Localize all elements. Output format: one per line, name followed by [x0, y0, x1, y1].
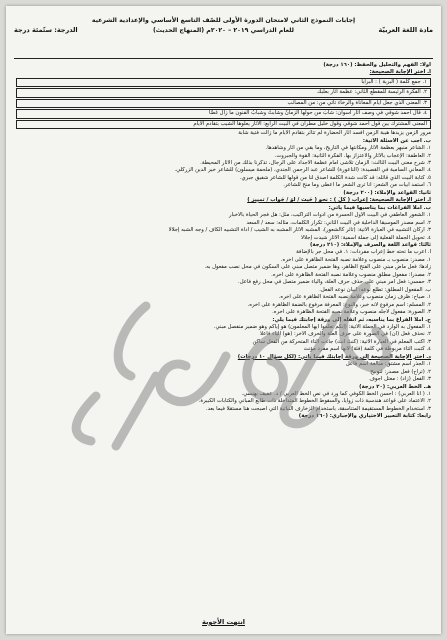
answer-line: ب. املأ الفراغات بما يناسبها فيما يأتي:: [328, 204, 431, 211]
answer-line: ١. ( أنا العربي) : أحسن الخط الكوفي كما ورد في نص الخط العربي / د. عفيف بهنسي.: [241, 391, 431, 398]
answer-line: ٢. اسم مصدر الموسيقا الداخلية في البيت الثاني: تكرار الكلمات، مثاله: سعد / السعد: [246, 219, 431, 226]
answer-line: ٢. الفكرة الرئيسة للمقطع الثاني: عظمة آثار بعلبك: [16, 88, 431, 97]
subject-label: مادة اللغة العربيّة: [378, 26, 433, 34]
answer-line: ب. المفعول المطلق: تطلع نوعه: لبيان نوعه الفعل.: [319, 286, 431, 293]
answer-line: ٤. كتبت التاء مربوطة في كلمة (فئة) لأنها اسم مفرد مؤنث: [303, 346, 431, 353]
answer-line: ٤. قال أحمد شوقي في وصف آثار أسوان: شابَ من حولها الزمانُ وشابتْ وشبابُ الفنون ما زال غضّا: [16, 109, 431, 118]
answer-line: رابعاً: كتابة التعبير الاختياري والإجباري: (١٦٠ درجة): [298, 413, 431, 420]
answer-line: ٤. تحويل الجملة الفعلية إلى جملة اسمية: الآثار شيدت إجلالاً: [301, 234, 431, 241]
answer-sheet: [6, 6, 441, 634]
answer-line: ثالثاً: قواعد اللغة والصرف والإملاء: (٢١٠ درجة): [309, 241, 431, 248]
answer-line: ٣. شرح معنى البيت الثالث: الزمان تلاشى أمام عظمة الأجداد على الرجال، تذكرنا بذلك من الآثار المحيطة.: [200, 159, 431, 166]
answer-line: ٣. حمسي: فعل أمر مبني على حذف حرف العلة، والياء ضمير متصل في محل رفع فاعل.: [238, 279, 431, 286]
answer-line: ٣. استخدام الخطوط المستقيمة المتناسقة، باستخدام الزخارف النباتية التي أصبحت هنا مستقلاً فيما بعد.: [205, 405, 431, 412]
answer-line: ١. الشعور العاطفي في البيت الأول الحسرة من أدوات التراكيب، مثل: هل فجر الحياة بالأخبار: [229, 212, 431, 219]
header-divider: [14, 58, 433, 59]
answer-line: ثانياً: القواعد والإملاء: (٢٠٠ درجة): [343, 189, 431, 196]
grade-label: الدرجة: ستّمئة درجة: [14, 26, 78, 34]
answer-line: ١. الشاعر منبهر بعظمة الآثار ومكانتها في التاريخ، وما بقي من آثار وشاهدها.: [265, 145, 431, 152]
answer-line: ٤. المعاني السامية في القصيدة: (الناعورة) للشاعر عبد الرحمن الجندي، (ملحمة ميسلون) للشاعر خير الدين الزركلي.: [174, 167, 431, 174]
title-line-1: إجابات النموذج الثاني لامتحان الدورة الأولى للصّف التاسع الأساسي والإعدادية الشرعية: [91, 17, 356, 24]
answer-line: أولاً: الفهم والتحليل والحفظ: (١٦٠ درجة): [323, 62, 431, 68]
answer-line: ٢. مصدراً: مفعول مطلق منصوب وعلامة نصبه الفتحة الظاهرة على آخره.: [271, 271, 431, 278]
answer-line: ٦. استمد أبيات من الشعر: أنا ترى الشعر ما أعطى وما منح للشاعر.: [283, 182, 431, 189]
answer-line: أ. أعرب ما تحته خطّ إعراب مفردات: ١. في محل جر بالإضافة: [296, 249, 431, 256]
answer-line: ٣. المعنى الذي جعل أيام المعاناة والرخاء تأتي من: من المصائب: [16, 99, 431, 108]
answer-line: مرور الزمن يزيدها هيبة الزمن أفسد آثار الحضارة لم تتأثر بتقادم الأيام ما زالت فتية شابة: [238, 130, 431, 137]
answer-line: ٣. أكتب المعلم في العبارة الآتية: (كنتُ أنتَ) جاءت التاء المتحركة من الفعل ساكن: [252, 338, 431, 345]
answer-line: ٢. (تراح) فعل مصدر: لتوبيخ: [370, 368, 431, 375]
answer-line: ١. صياح: ظرف زمان منصوب وعلامة نصبه الفتحة الظاهرة على آخره.: [278, 294, 431, 301]
answer-line: ١. الجذر اسم مشتق: مبالغة اسم فاعل: [345, 361, 431, 368]
answer-line: زادها: فعل ماض مبني على الفتح الظاهر، وها ضمير متصل مبني على السكون في محل نصب مفعول به.: [204, 264, 431, 271]
answer-line: ٣. الفعل (زاد) : معتل أجوف: [369, 376, 431, 383]
answer-line: د. اختر الإجابة الصحيحة إلى ورقة إجابتك فيما يأتي: (لكل سؤال ١٠ درجات): [237, 353, 431, 360]
answer-line: ١. مصدر: منصوب بـ منصوب وعلامة نصبه الفتحة الظاهرة على آخره.: [280, 256, 431, 263]
answer-line: ب. أجب عن الأسئلة الآتية:: [362, 137, 431, 144]
answer-line: ج. املأ الفراغ بما يناسبه، ثم انقله إلى ورقة إجابتك فيما يلي:: [272, 316, 431, 323]
answer-line: هـ. الخط العربي: (٢٠ درجة): [359, 383, 431, 390]
answer-line: ٥. كتابة البيت الذي قائله: قد كانت شدة الكلمة أصدق لنا من قولها للشاعر شفيق جبري.: [239, 174, 431, 181]
answer-line: ١. المفعول به الوارد في الجملة الآتية: (إنكم تعلّموا أيها المعلمون) هو إياكم وهو ضمير منفصل مبني.: [213, 323, 431, 330]
answer-line: ٢. المسلم: اسم مرفوع لأنه خبر، والنوع: المعرفة مرفوع بالضمة الظاهرة على آخره.: [247, 301, 431, 308]
answer-line: المعنى المشترك بين قول أحمد شوقي وقول خليل مطران في البيت الرابع: الآثار يعلوها الشيب بتقادم الأيام: [16, 120, 431, 129]
answer-line: ٣. الصورة: مفعول لأجله منصوب وعلامة نصبه الفتحة الظاهرة على آخره.: [272, 309, 431, 316]
document-title: [74, 16, 373, 36]
answer-line: أ. اختر الإجابة الصحيحة: إعراب ( كلَّ ) : نحو ( حَيث / لوَ / جَواب / تميِيز ): [247, 197, 431, 204]
answer-line: ٢. نحذف فعل (أن) في الصورة على حرف العلة والحرف الآخر: (هو) الياء فاعلاً: [259, 331, 431, 338]
answer-line: ٢. العاطفة: الإعجاب بالآثار والاعتزاز بها. الفكرة الثانية: القوة والجبروت.: [274, 152, 431, 159]
answers-body: [16, 62, 431, 608]
answer-line: ٢. الاعتماد على قواعد هندسية ذات زوايا، والسقوط الخطوط المتداخلة ذات طابع المباني والكتابات الكبيرة.: [198, 398, 431, 405]
header: [14, 12, 433, 56]
title-line-2: للعام الدراسي ٢٠١٩ – ٢٠٢٠م (المنهاج الحديث): [152, 27, 295, 34]
answer-line: ١. جمع كلمة ( البرية ) : البرايا: [16, 78, 431, 87]
answer-line: ٣. أركان التشبيه في العبارة الآتية: (تأثر كالشعور)، المشبه الآثار المشبه به الشيب / أداة التشبيه الكاف / وجه الشبه إجلالاً: [168, 227, 431, 234]
answer-line: أ. اختر الإجابة الصحيحة:: [369, 69, 431, 76]
end-of-answers: انتهت الأجوبة: [202, 618, 245, 626]
